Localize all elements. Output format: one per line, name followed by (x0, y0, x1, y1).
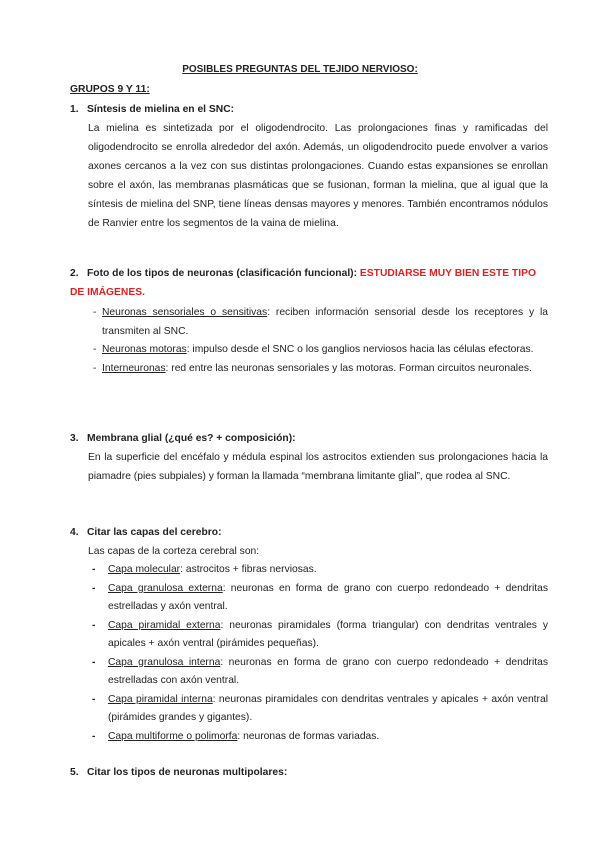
section-1-heading (70, 100, 548, 119)
section-5-heading (70, 763, 548, 782)
list-item: - Neuronas sensoriales o sensitivas: reciben información sensorial desde los receptores y la transmiten al SNC. (93, 307, 548, 337)
list-item-term: Capa multiforme o polimorfa (108, 730, 238, 742)
list-item: - Capa piramidal interna: neuronas piramidales con dendritas ventrales y apicales + axón ventral (pirámides grandes y gigantes). (92, 693, 548, 723)
list-item-term: Neuronas motoras (102, 344, 187, 355)
section-1-title: Síntesis de mielina en el SNC: (87, 104, 235, 115)
list-item-desc: : neuronas de formas variadas. (237, 730, 380, 742)
section-5-title: Citar los tipos de neuronas multipolares: (87, 767, 288, 778)
section-3-number: 3. (70, 433, 79, 444)
section-4-title: Citar las capas del cerebro: (87, 527, 222, 538)
section-2-number: 2. (70, 268, 79, 279)
section-3-text: En la superficie del encéfalo y médula espinal los astrocitos extienden sus prolongaciones hacia la piamadre (pies subpiales) y forman la llamada “membrana limitante glial”, que rodea al SNC. (88, 452, 548, 482)
section-1-number: 1. (70, 104, 79, 115)
list-item-term: Capa molecular (108, 564, 181, 575)
section-1-text: La mielina es sintetizada por el oligodendrocito. Las prolongaciones finas y ramificadas del oligodendrocito se enrolla alrededor del axón. Además, un oligodendrocito puede envolver a varios axones cercanos a la vez con sus distintas prolongaciones. Cuando estas expansiones se enrollan sobre el axón, las membranas plasmáticas que se fusionan, forman la mielina, que al igual que la síntesis de mielina del SNP, tiene líneas densas mayores y menores. También encontramos nódulos de Ranvier entre los segmentos de la vaina de mielina. (88, 123, 548, 229)
section-2-title: Foto de los tipos de neuronas (clasificación funcional): (87, 268, 358, 279)
list-item: - Capa granulosa interna: neuronas en forma de grano con cuerpo redondeado + dendritas estrelladas con axón ventral. (92, 656, 548, 686)
section-3-title: Membrana glial (¿qué es? + composición): (87, 433, 296, 444)
section-4-intro: Las capas de la corteza cerebral son: (88, 546, 260, 557)
list-item-term: Capa piramidal interna (108, 693, 213, 705)
list-item-desc: : red entre las neuronas sensoriales y las motoras. Forman circuitos neuronales. (165, 362, 532, 374)
list-item-desc: : neuronas en forma de grano con cuerpo redondeado + dendritas estrelladas y axón ventral. (108, 582, 548, 612)
list-item-desc: : neuronas piramidales (forma triangular) con dendritas ventrales y apicales + axón ventral (pirámides pequeñas). (108, 619, 548, 649)
list-item-term: Capa granulosa interna (108, 656, 221, 668)
section-3-heading (70, 429, 548, 448)
list-item: - Capa piramidal externa: neuronas piramidales (forma triangular) con dendritas ventrales y apicales + axón ventral (pirámides pequeñas). (92, 619, 548, 649)
list-item: - Capa multiforme o polimorfa: neuronas de formas variadas. (92, 730, 380, 742)
list-item: - Capa molecular: astrocitos + fibras nerviosas. (92, 564, 317, 575)
page-title: POSIBLES PREGUNTAS DEL TEJIDO NERVIOSO: (182, 64, 418, 75)
list-item: - Interneuronas: red entre las neuronas sensoriales y las motoras. Forman circuitos neuronales. (93, 362, 532, 374)
list-item-term: Capa granulosa externa (108, 582, 223, 594)
section-5-number: 5. (70, 767, 79, 778)
section-4-heading (70, 523, 548, 542)
list-item: - Capa granulosa externa: neuronas en forma de grano con cuerpo redondeado + dendritas estrelladas y axón ventral. (92, 582, 548, 612)
brain-layers-list (70, 561, 548, 746)
section-4-number: 4. (70, 527, 79, 538)
list-item-desc: : impulso desde el SNC o los ganglios nerviosos hacia las células efectoras. (186, 344, 534, 355)
list-item-term: Neuronas sensoriales o sensitivas (102, 307, 268, 318)
list-item-term: Capa piramidal externa (108, 619, 221, 631)
section-2 (70, 264, 548, 378)
section-1 (70, 100, 548, 233)
list-item-term: Interneuronas (102, 362, 166, 374)
list-item-desc: : neuronas piramidales con dendritas ventrales y apicales + axón ventral (pirámides grandes y gigantes). (108, 693, 548, 723)
list-item-desc: : neuronas en forma de grano con cuerpo redondeado + dendritas estrelladas con axón ventral. (108, 656, 548, 686)
groups-label: GRUPOS 9 Y 11: (70, 84, 150, 95)
section-3 (70, 429, 548, 486)
list-item-desc: : reciben información sensorial desde los receptores y la transmiten al SNC. (102, 307, 548, 337)
section-2-heading (70, 264, 548, 302)
section-2-highlight: ESTUDIARSE MUY BIEN ESTE TIPO DE IMÁGENES. (70, 268, 536, 298)
section-4 (70, 523, 548, 746)
list-item-desc: : astrocitos + fibras nerviosas. (180, 564, 317, 575)
list-item: - Neuronas motoras: impulso desde el SNC o los ganglios nerviosos hacia las células efectoras. (93, 344, 534, 355)
section-5 (70, 763, 548, 782)
neuron-types-list (70, 304, 548, 378)
